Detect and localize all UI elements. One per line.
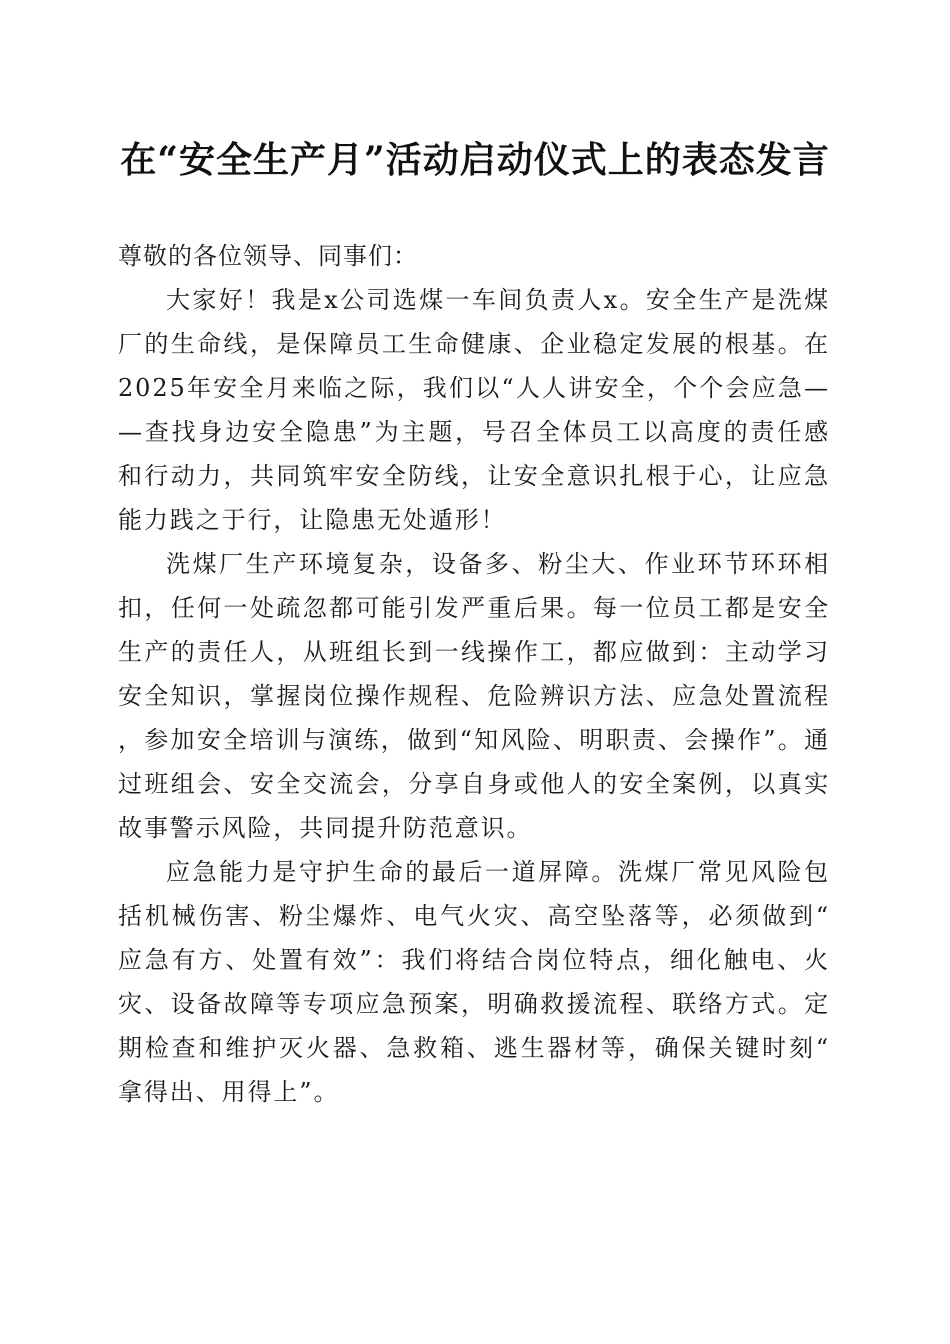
document-body xyxy=(118,234,830,1114)
paragraph-1: 大家好！我是x公司选煤一车间负责人x。安全生产是洗煤厂的生命线，是保障员工生命健康、企业稳定发展的根基。在2025年安全月来临之际，我们以“人人讲安全，个个会应急——查找身边安全隐患”为主题，号召全体员工以高度的责任感和行动力，共同筑牢安全防线，让安全意识扎根于心，让应急能力践之于行，让隐患无处遁形！ xyxy=(118,286,830,534)
paragraph-3: 应急能力是守护生命的最后一道屏障。洗煤厂常见风险包括机械伤害、粉尘爆炸、电气火灾、高空坠落等，必须做到“应急有方、处置有效”：我们将结合岗位特点，细化触电、火灾、设备故障等专项应急预案，明确救援流程、联络方式。定期检查和维护灭火器、急救箱、逃生器材等，确保关键时刻“拿得出、用得上”。 xyxy=(118,858,830,1106)
document-title: 在“安全生产月”活动启动仪式上的表态发言 xyxy=(120,139,830,181)
salutation: 尊敬的各位领导、同事们： xyxy=(118,242,418,270)
paragraph-2: 洗煤厂生产环境复杂，设备多、粉尘大、作业环节环环相扣，任何一处疏忽都可能引发严重后果。每一位员工都是安全生产的责任人，从班组长到一线操作工，都应做到：主动学习安全知识，掌握岗位操作规程、危险辨识方法、应急处置流程，参加安全培训与演练，做到“知风险、明职责、会操作”。通过班组会、安全交流会，分享自身或他人的安全案例，以真实故事警示风险，共同提升防范意识。 xyxy=(118,550,830,842)
